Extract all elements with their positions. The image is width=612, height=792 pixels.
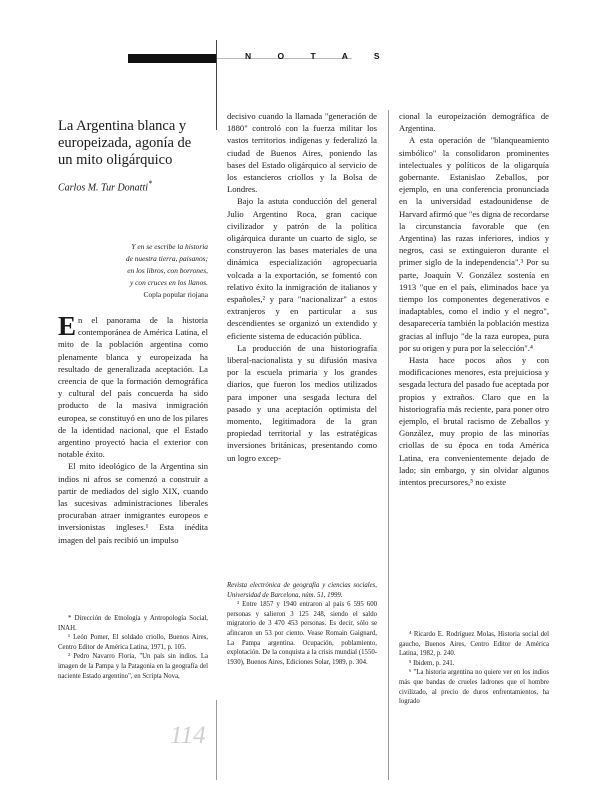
footnotes-column-3 <box>399 630 549 707</box>
footnote: ³ Entre 1857 y 1940 entraron al país 6 595 600 personas y salieron 3 125 248, siendo el saldo migratorio de 3 470 453 personas. Es decir, sólo se afincaron un 53 por ciento. Vease Romain Gaignard, La Pampa argentina. Ocupación, poblamiento, explotación. De la conquista a la crisis mundial (1550-1930), Buenos Aires, Ediciones Solar, 1989, p. 304. <box>227 601 377 666</box>
footnote: Revista electrónica de geografía y ciencias sociales, Universidad de Barcelona, núm. 51, 1999. <box>227 582 377 599</box>
paragraph: Hasta hace pocos años y con modificaciones menores, esta prejuiciosa y sesgada lectura del pasado fue aceptada por propios y extraños. Claro que en la historiografía más reciente, para poner otro ejemplo, el brutal racismo de Zeballos y González, muy propio de las minorías criollas de su época en toda América Latina, era convenientemente dejado de lado; sin embargo, y sin olvidar algunos intentos precursores,⁵ no existe <box>399 355 549 488</box>
column-rule-top <box>216 40 217 130</box>
drop-cap: E <box>58 311 77 341</box>
footnote: ⁶ "La historia argentina no quiere ver en los indios más que bandas de crueles ladrones que el hombre civilizado, al precio de duros enfrentamientos, ha logrado <box>399 669 549 706</box>
paragraph: A esta operación de "blanqueamiento simbólico" la consolidaron prominentes intelectuales y políticos de la oligarquía gobernante. Estanislao Zeballos, por ejemplo, en una conferencia pronunciada en la universidad estadounidense de Harvard afirmó que "es digna de recordarse la circunstancia favorable que (en Argentina) las razas inferiores, indios y negros, casi se extinguieron durante el primer siglo de la independencia".³ Por su parte, Joaquín V. González sostenía en 1913 "que en el país, eliminados hace ya tiempo los componentes degenerativos e inadaptables, como el indio y el negro", desaparecería también la población mestiza gracias al influjo "de la raza europea, pura por su origen y pura por la selección".⁴ <box>399 135 550 353</box>
article-author: Carlos M. Tur Donatti* <box>58 179 153 194</box>
header-bar <box>128 54 216 63</box>
body-column-3 <box>399 110 549 488</box>
epigraph-source: Copla popular riojana <box>143 290 208 299</box>
epigraph-line: en los libros, con borrones, <box>127 266 208 275</box>
footnote: ¹ León Pomer, El soldado criollo, Buenos Aires, Centro Editor de América Latina, 1971, p. 105. <box>58 634 208 651</box>
paragraph: El mito ideológico de la Argentina sin indios ni afros se comenzó a construir a partir de mediados del siglo XIX, cuando las sucesivas administraciones liberales procuraban atraer inmigrantes europeos e inversionistas ingleses.¹ Esta inédita imagen del país recibió un impulso <box>58 461 208 545</box>
paragraph: Bajo la astuta conducción del general Julio Argentino Roca, gran cacique civilizador y patrón de la política oligárquica durante un cuarto de siglo, se construyeron las bases materiales de una dinámica especialización agropecuaria volcada a la exportación, se fomentó con relativo éxito la inmigración de italianos y españoles,² y para "nacionalizar" a estos extranjeros y en particular a sus descendientes se organizó un extendido y eficiente sistema de educación pública. <box>227 196 377 341</box>
column-rule-right <box>388 110 389 780</box>
column-rule-bottom <box>216 700 217 780</box>
article-title: La Argentina blanca y europeizada, agonía de un mito oligárquico <box>58 118 192 168</box>
paragraph: La producción de una historiografía liberal-nacionalista y su difusión masiva por la escuela primaria y los grandes diarios, que fueron los medios utilizados para imponer una sesgada lectura del pasado y una aceptación optimista del momento, legitimadora de la gran propiedad territorial y las estratégicas inversiones británicas, presentando como un logro excep- <box>227 342 377 463</box>
footnote: ⁴ Ricardo E. Rodríguez Molas, Historia social del gaucho, Buenos Aires, Centro Editor de América Latina, 1982, p. 240. <box>399 631 549 658</box>
paragraph: En el panorama de la historia contemporánea de América Latina, el mito de la población argentina como plenamente blanca y europeizada ha resultado de generalizada aceptación. La creencia de que la formación demográfica y cultural del país concuerda ha sido producto de la masiva inmigración europea, se constituyó en uno de los pilares de la identidad nacional, que el Estado argentino proyectó hacia el exterior con notable éxito. <box>58 311 208 460</box>
epigraph-line: y con cruces en los llanos. <box>130 278 208 287</box>
paragraph: decisivo cuando la llamada "generación de 1880" controló con la fuerza militar los vastos territorios indígenas y federalizó la ciudad de Buenos Aires, poniendo las bases del Estado oligárquico al servicio de los estancieros criollos y la Bolsa de Londres. <box>227 111 377 195</box>
footnote: ⁵ Ibidem, p. 241. <box>409 659 455 667</box>
body-column-2 <box>227 110 377 464</box>
footnote: * Dirección de Etnología y Antropología Social, INAH. <box>58 615 208 632</box>
footnotes-column-2 <box>227 581 377 667</box>
page-number: 114 <box>170 722 206 749</box>
epigraph-line: Y en se escribe la historia <box>131 242 208 251</box>
footnotes-column-1 <box>58 614 208 681</box>
section-header: N O T A S <box>245 51 392 61</box>
footnote: ² Pedro Navarro Floria, "Un país sin indios. La imagen de la Pampa y la Patagonia en la geografía del naciente Estado argentino", en Scripta Nova, <box>58 653 208 680</box>
body-column-1 <box>58 311 208 546</box>
epigraph-line: de nuestra tierra, paisanos; <box>125 254 208 263</box>
epigraph <box>86 241 208 301</box>
paragraph: cional la europeización demográfica de Argentina. <box>399 111 549 134</box>
